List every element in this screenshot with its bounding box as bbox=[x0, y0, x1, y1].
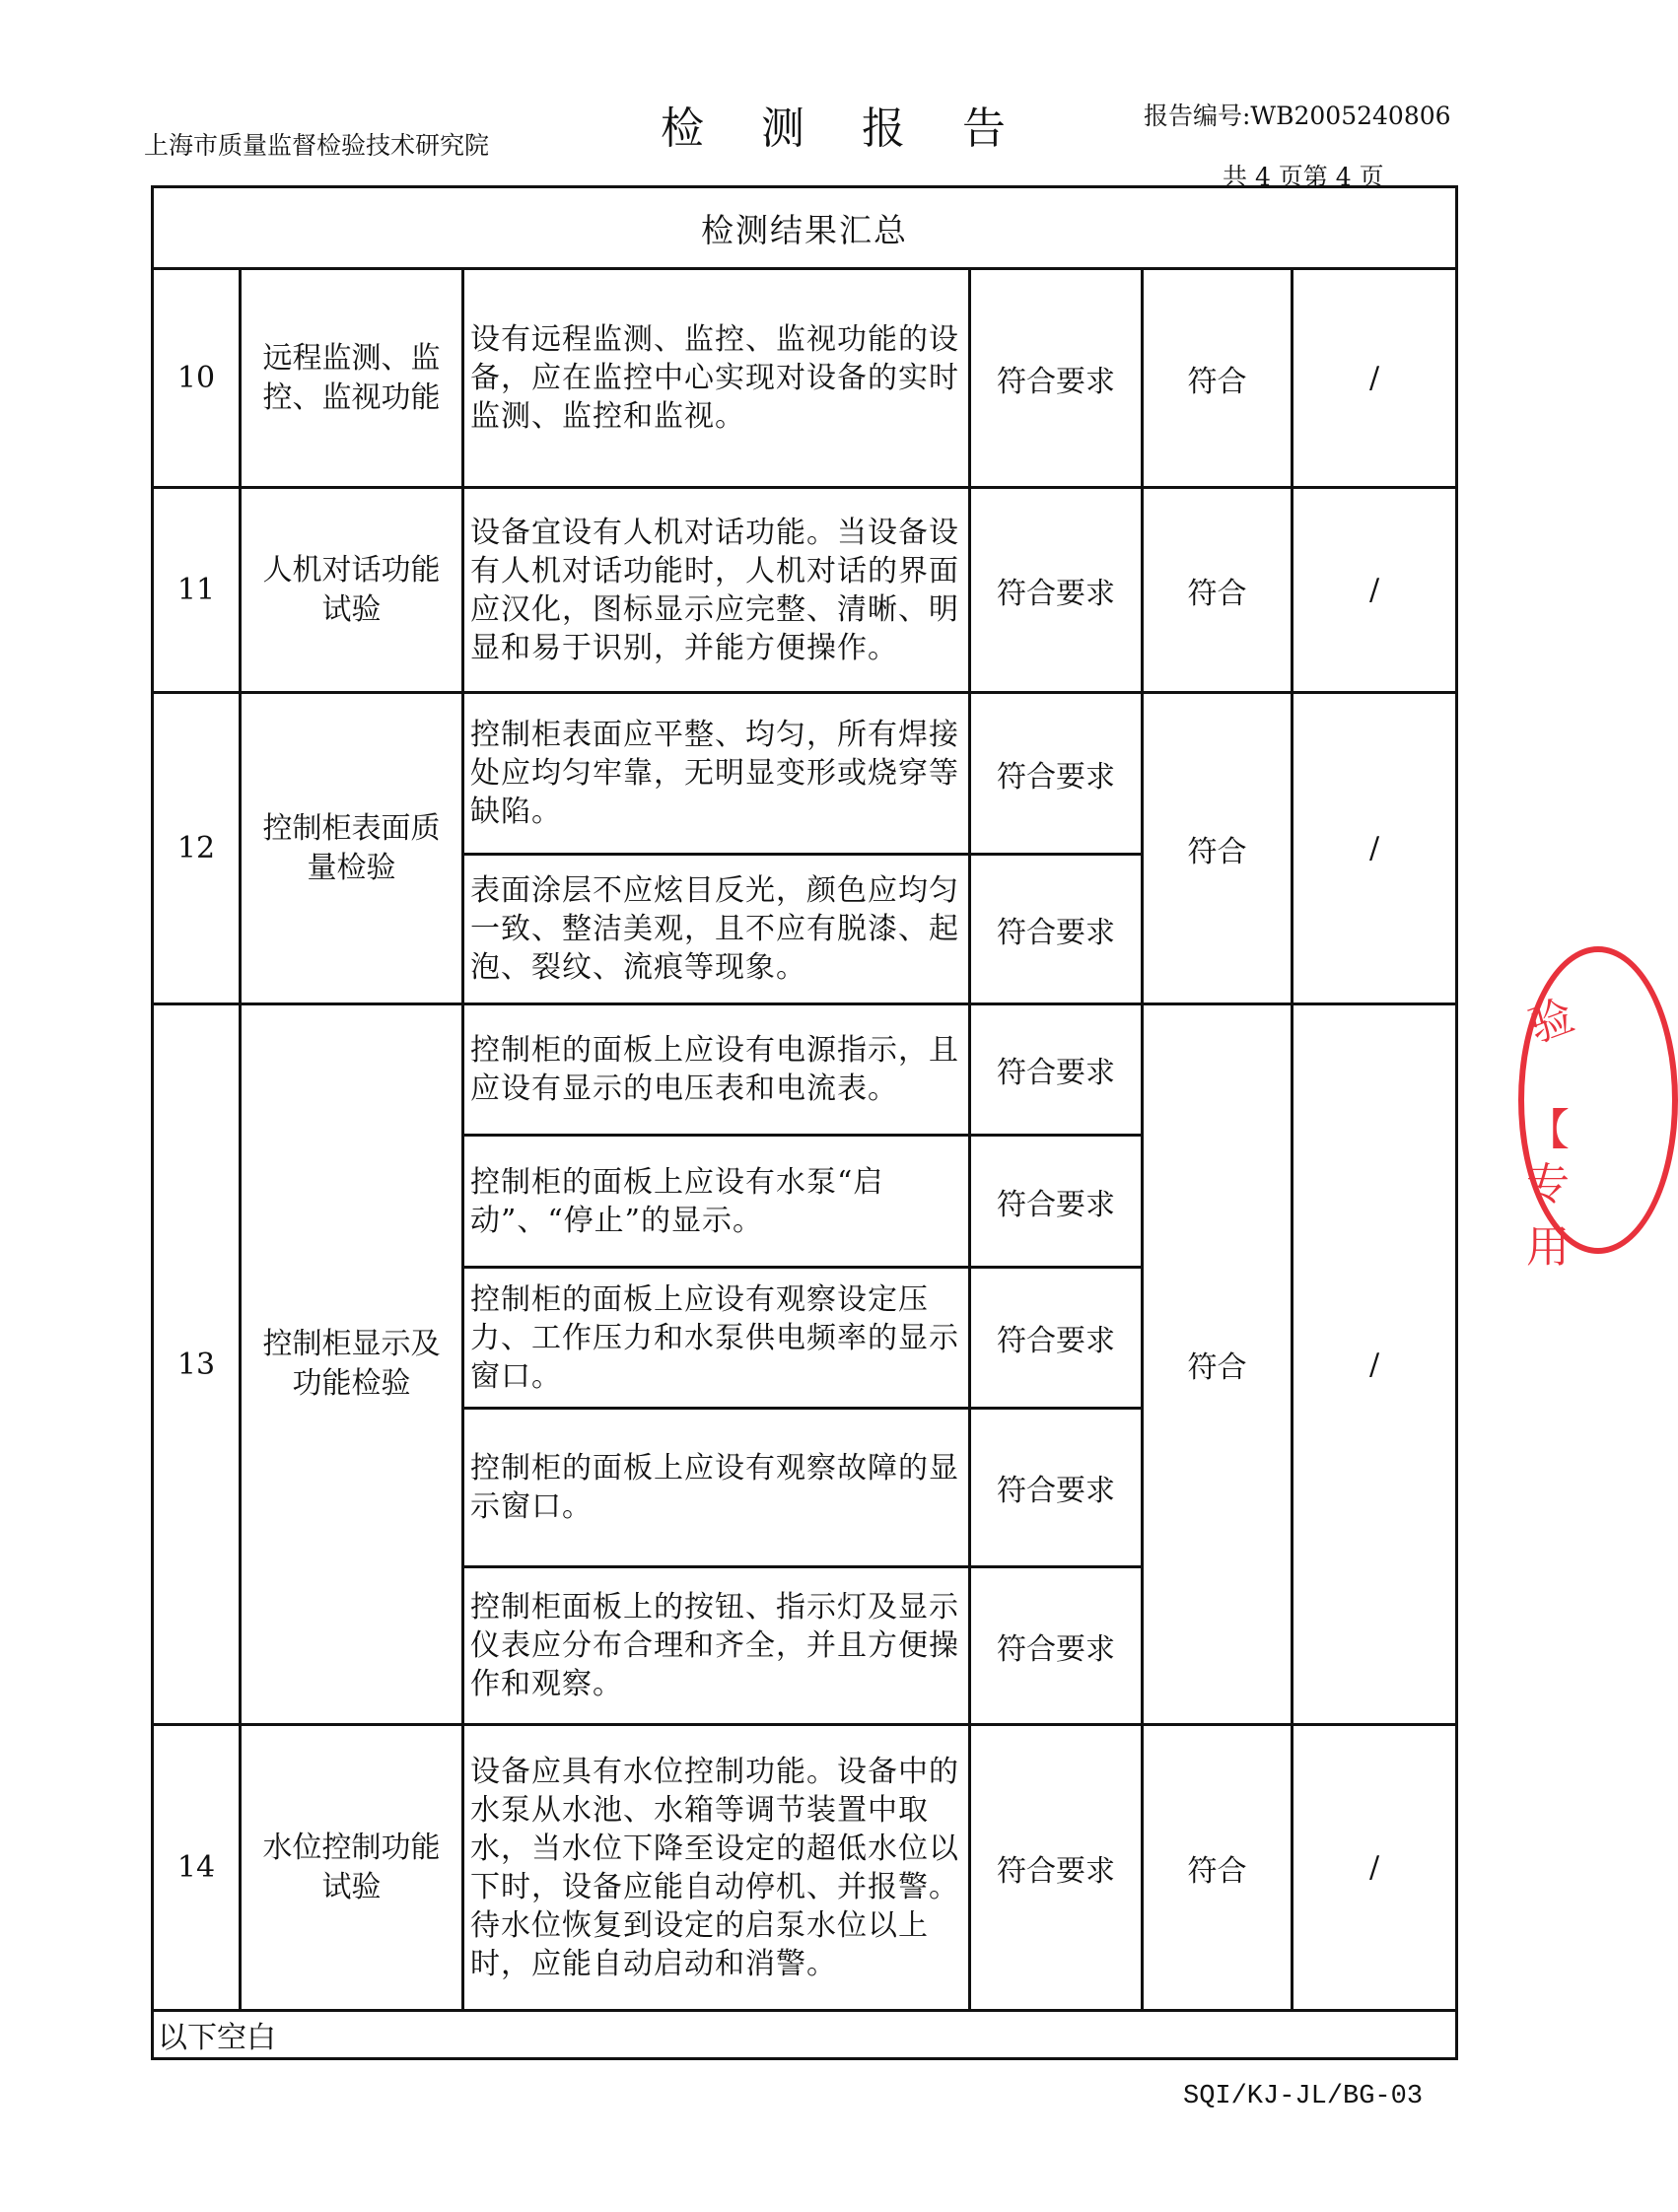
row-number: 12 bbox=[153, 693, 241, 1004]
table-row bbox=[153, 488, 1457, 693]
test-result: 符合要求 bbox=[970, 693, 1143, 855]
test-result: 符合要求 bbox=[970, 269, 1143, 488]
requirement-text: 控制柜面板上的按钮、指示灯及显示仪表应分布合理和齐全，并且方便操作和观察。 bbox=[463, 1567, 970, 1725]
requirement-text: 控制柜的面板上应设有观察故障的显示窗口。 bbox=[463, 1409, 970, 1567]
remark: / bbox=[1293, 488, 1457, 693]
remark: / bbox=[1293, 693, 1457, 1004]
requirement-text: 控制柜的面板上应设有电源指示，且应设有显示的电压表和电流表。 bbox=[463, 1004, 970, 1136]
test-result: 符合要求 bbox=[970, 488, 1143, 693]
requirement-text: 控制柜的面板上应设有观察设定压力、工作压力和水泵供电频率的显示窗口。 bbox=[463, 1268, 970, 1409]
seal-text-1: 验 bbox=[1522, 990, 1580, 1053]
requirement-text: 表面涂层不应炫目反光，颜色应均匀一致、整洁美观，且不应有脱漆、起泡、裂纹、流痕等现象。 bbox=[463, 855, 970, 1004]
row-number: 10 bbox=[153, 269, 241, 488]
page-count: 共 4 页第 4 页 bbox=[1223, 163, 1384, 191]
table-row bbox=[153, 269, 1457, 488]
requirement-text: 设备应具有水位控制功能。设备中的水泵从水池、水箱等调节装置中取水，当水位下降至设定的超低水位以下时，设备应能自动停机、并报警。待水位恢复到设定的启泵水位以上时，应能自动启动和消警。 bbox=[463, 1725, 970, 2011]
remark: / bbox=[1293, 269, 1457, 488]
test-result: 符合要求 bbox=[970, 1567, 1143, 1725]
item-name: 人机对话功能试验 bbox=[241, 488, 463, 693]
conclusion: 符合 bbox=[1143, 1004, 1293, 1725]
test-result: 符合要求 bbox=[970, 1136, 1143, 1268]
seal-text-2: 【 bbox=[1526, 1105, 1570, 1155]
item-name: 控制柜表面质量检验 bbox=[241, 693, 463, 1004]
report-number: 报告编号:WB2005240806 bbox=[1144, 102, 1451, 130]
blank-note-row bbox=[153, 2011, 1457, 2059]
form-code: SQI/KJ-JL/BG-03 bbox=[1183, 2082, 1424, 2111]
table-heading-row bbox=[153, 187, 1457, 269]
requirement-text: 控制柜表面应平整、均匀，所有焊接处应均匀牢靠，无明显变形或烧穿等缺陷。 bbox=[463, 693, 970, 855]
item-name: 水位控制功能试验 bbox=[241, 1725, 463, 2011]
conclusion: 符合 bbox=[1143, 488, 1293, 693]
requirement-text: 控制柜的面板上应设有水泵“启动”、“停止”的显示。 bbox=[463, 1136, 970, 1268]
row-number: 11 bbox=[153, 488, 241, 693]
test-result: 符合要求 bbox=[970, 1725, 1143, 2011]
table-row bbox=[153, 693, 1457, 855]
item-name: 远程监测、监控、监视功能 bbox=[241, 269, 463, 488]
item-name: 控制柜显示及功能检验 bbox=[241, 1004, 463, 1725]
table-row bbox=[153, 1725, 1457, 2011]
organization-name: 上海市质量监督检验技术研究院 bbox=[144, 131, 490, 160]
requirement-text: 设有远程监测、监控、监视功能的设备，应在监控中心实现对设备的实时监测、监控和监视。 bbox=[463, 269, 970, 488]
blank-note: 以下空白 bbox=[153, 2011, 1457, 2059]
conclusion: 符合 bbox=[1143, 1725, 1293, 2011]
conclusion: 符合 bbox=[1143, 269, 1293, 488]
report-title: 检 测 报 告 bbox=[661, 104, 1027, 154]
seal-text-3: 专用 bbox=[1526, 1159, 1570, 1273]
results-table bbox=[151, 185, 1458, 2060]
requirement-text: 设备宜设有人机对话功能。当设备设有人机对话功能时，人机对话的界面应汉化，图标显示应完整、清晰、明显和易于识别，并能方便操作。 bbox=[463, 488, 970, 693]
test-result: 符合要求 bbox=[970, 1409, 1143, 1567]
table-heading: 检测结果汇总 bbox=[153, 187, 1457, 269]
conclusion: 符合 bbox=[1143, 693, 1293, 1004]
row-number: 13 bbox=[153, 1004, 241, 1725]
test-result: 符合要求 bbox=[970, 1004, 1143, 1136]
row-number: 14 bbox=[153, 1725, 241, 2011]
remark: / bbox=[1293, 1725, 1457, 2011]
table-row bbox=[153, 1004, 1457, 1136]
remark: / bbox=[1293, 1004, 1457, 1725]
test-result: 符合要求 bbox=[970, 855, 1143, 1004]
test-result: 符合要求 bbox=[970, 1268, 1143, 1409]
